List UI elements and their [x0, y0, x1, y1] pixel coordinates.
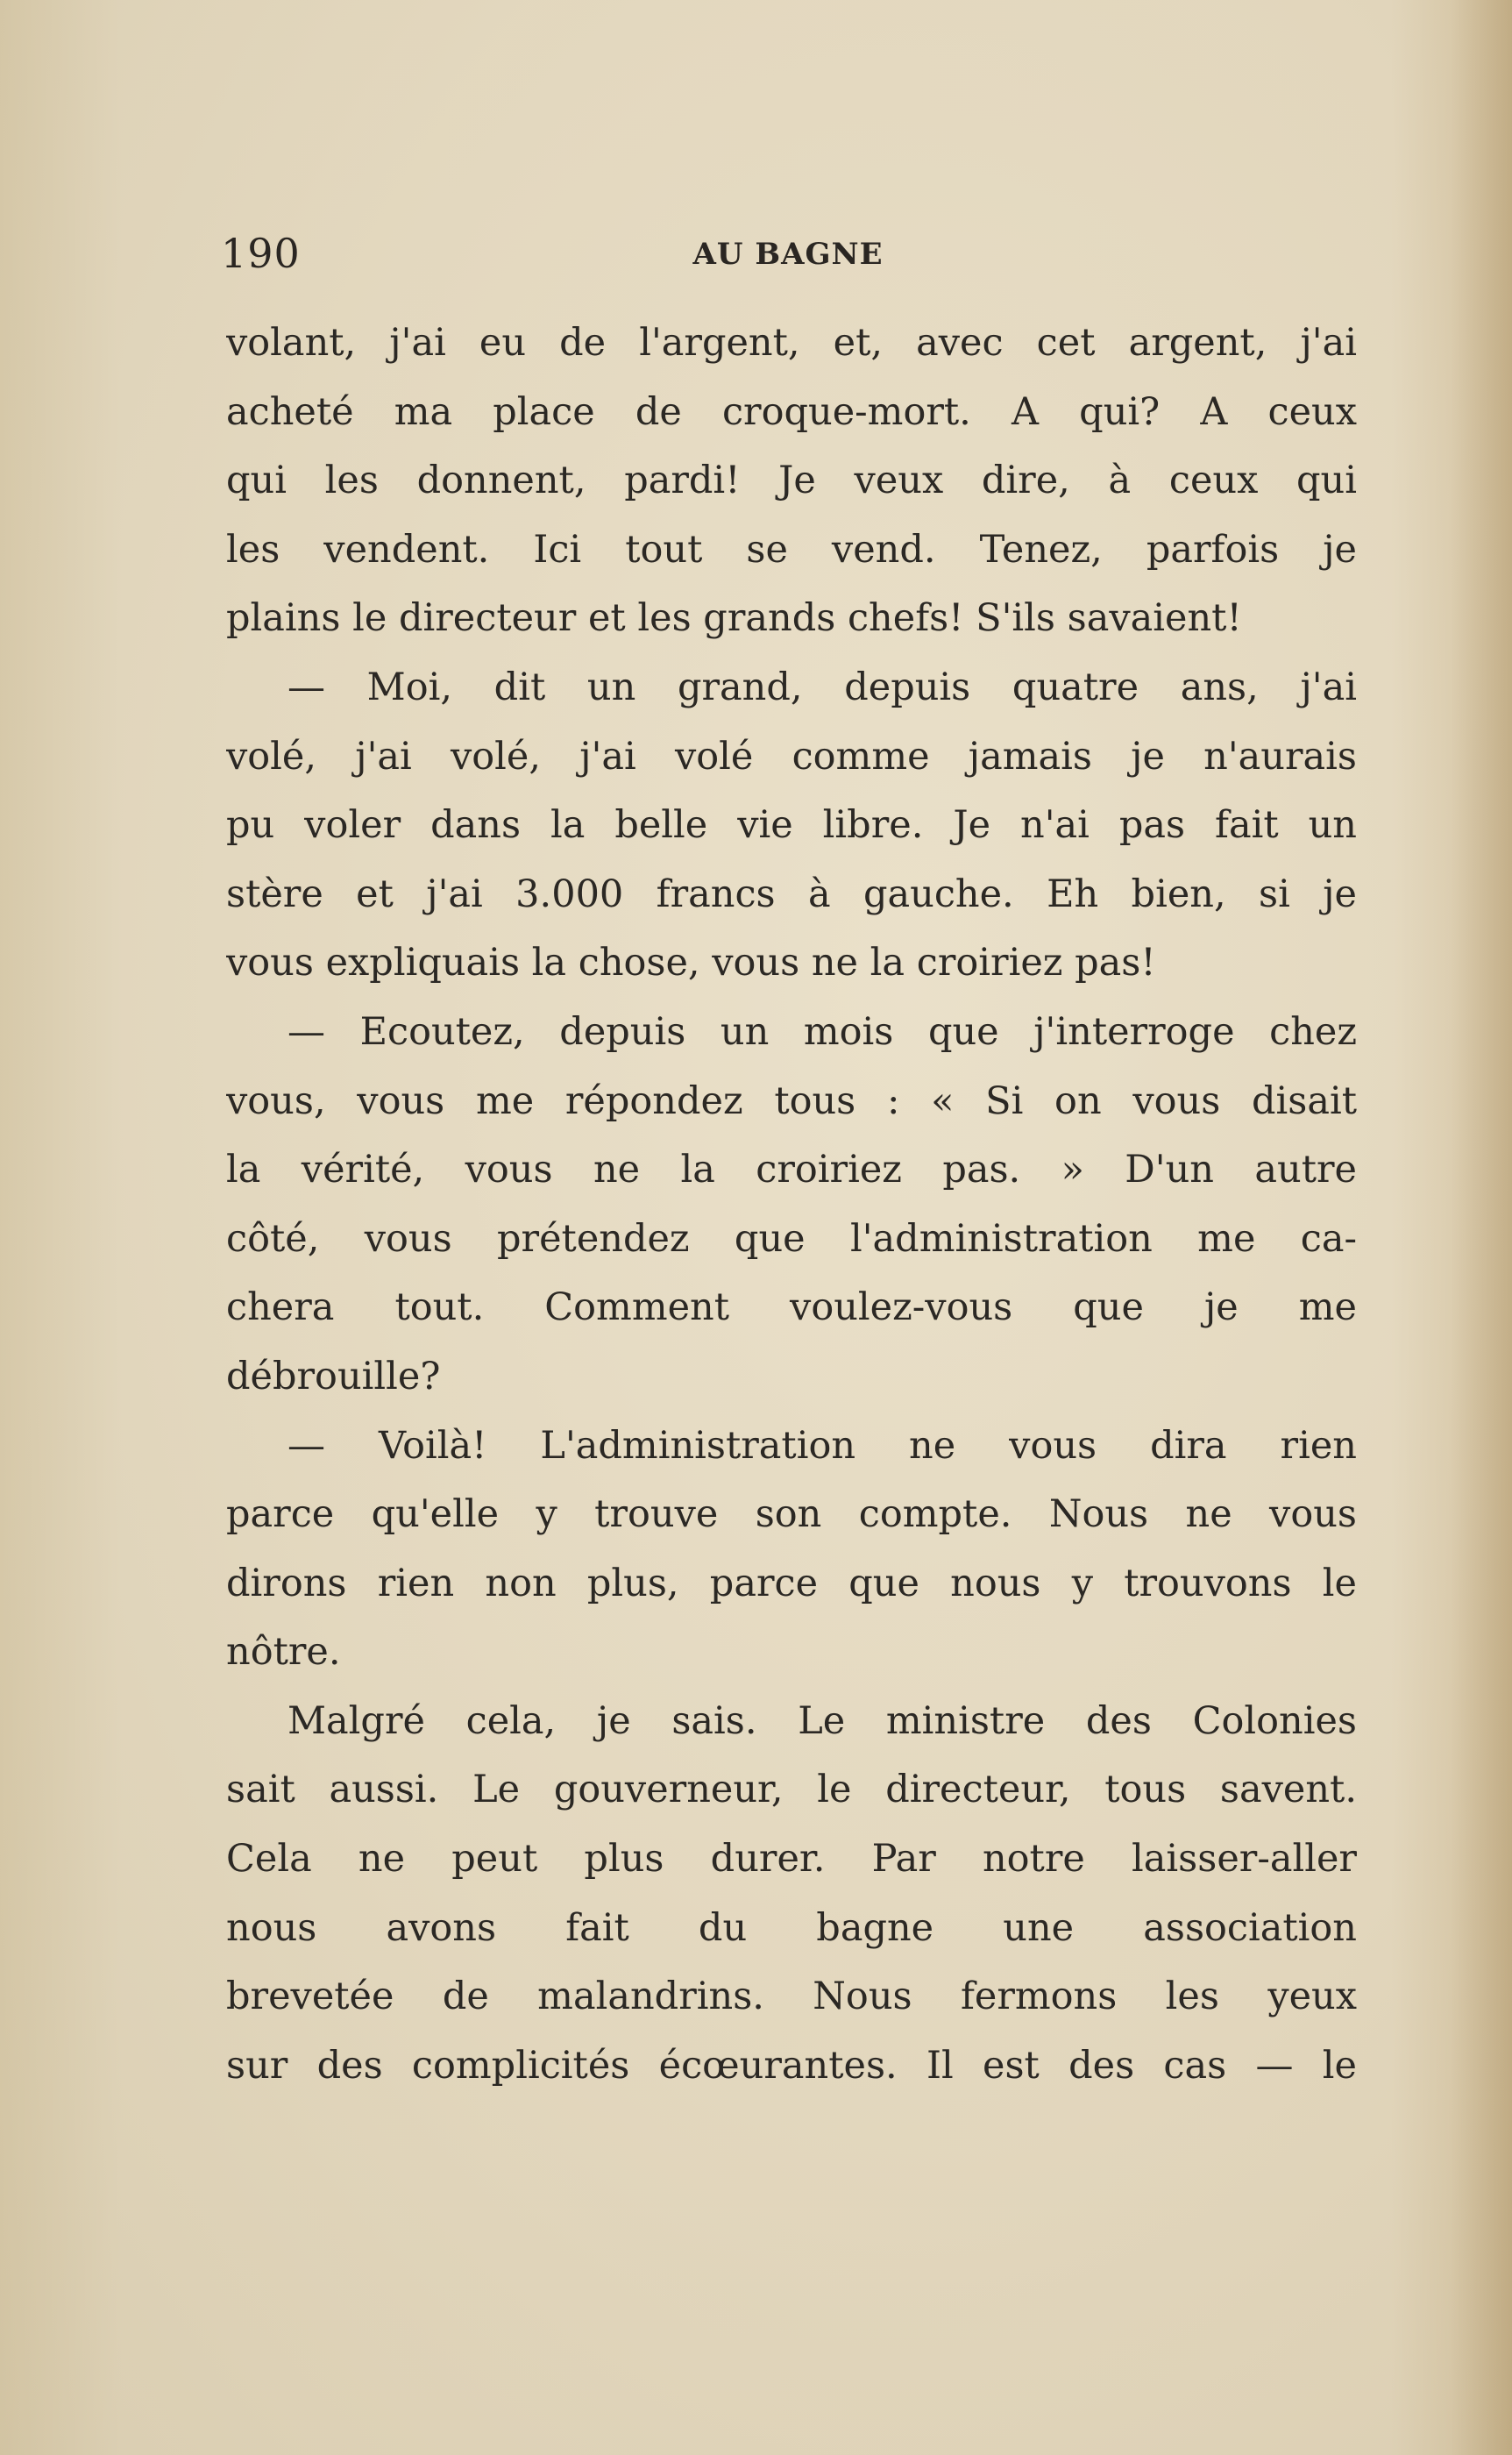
text-line: la vérité, vous ne la croiriez pas. » D'un autre [226, 1148, 1357, 1192]
text-line: plains le directeur et les grands chefs! S'ils savaient! [226, 596, 1242, 641]
page-number: 190 [221, 230, 301, 277]
text-line: volé, j'ai volé, j'ai volé comme jamais je n'aurais [226, 734, 1357, 779]
text-line: Cela ne peut plus durer. Par notre laisser-aller [226, 1837, 1357, 1882]
text-line: brevetée de malandrins. Nous fermons les yeux [226, 1975, 1357, 2019]
text-line: acheté ma place de croque-mort. A qui? A ceux [226, 389, 1357, 434]
body-text [226, 309, 1357, 2100]
text-line: nôtre. [226, 1630, 341, 1675]
text-line: stère et j'ai 3.000 francs à gauche. Eh bien, si je [226, 872, 1357, 916]
text-line: côté, vous prétendez que l'administration me ca- [226, 1216, 1357, 1261]
text-line: volant, j'ai eu de l'argent, et, avec cet argent, j'ai [226, 321, 1357, 365]
text-line: — Moi, dit un grand, depuis quatre ans, j'ai [287, 665, 1357, 709]
text-line: — Voilà! L'administration ne vous dira rien [287, 1423, 1357, 1468]
text-line: Malgré cela, je sais. Le ministre des Colonies [287, 1698, 1357, 1743]
text-line: — Ecoutez, depuis un mois que j'interroge chez [287, 1009, 1357, 1054]
text-line: vous, vous me répondez tous : « Si on vous disait [226, 1078, 1357, 1123]
text-line: dirons rien non plus, parce que nous y trouvons le [226, 1561, 1357, 1605]
text-line: qui les donnent, pardi! Je veux dire, à ceux qui [226, 459, 1357, 503]
text-line: sur des complicités écœurantes. Il est des cas — le [226, 2043, 1357, 2088]
text-line: chera tout. Comment voulez-vous que je me [226, 1285, 1357, 1330]
text-line: parce qu'elle y trouve son compte. Nous ne vous [226, 1492, 1357, 1537]
text-line: les vendent. Ici tout se vend. Tenez, parfois je [226, 527, 1357, 572]
text-line: vous expliquais la chose, vous ne la croiriez pas! [226, 941, 1156, 986]
text-line: pu voler dans la belle vie libre. Je n'ai pas fait un [226, 803, 1357, 848]
running-title: AU BAGNE [692, 237, 884, 272]
text-line: sait aussi. Le gouverneur, le directeur, tous savent. [226, 1768, 1357, 1812]
text-line: nous avons fait du bagne une association [226, 1905, 1357, 1950]
page-header [221, 230, 1355, 282]
text-line: débrouille? [226, 1354, 441, 1398]
page-edge-shadow [1451, 0, 1512, 2455]
